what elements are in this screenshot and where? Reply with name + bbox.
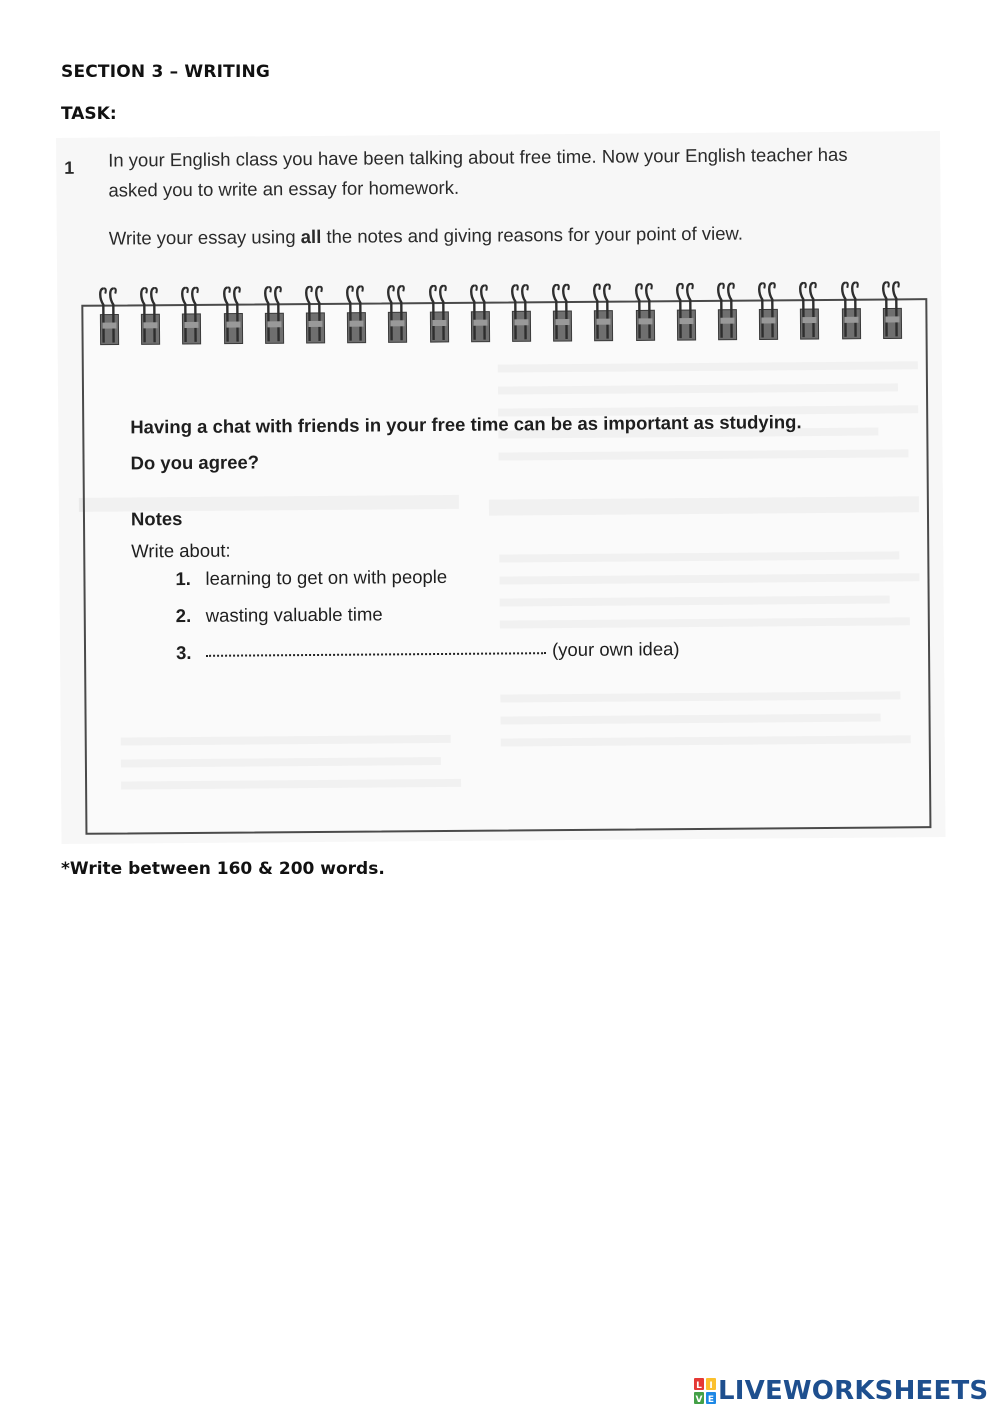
spiral-ring (344, 283, 369, 349)
instruction-before: Write your essay using (108, 226, 301, 249)
spiral-ring (386, 282, 411, 348)
brand-name: LIVEWORKSHEETS (718, 1376, 989, 1406)
note-number: 1. (175, 567, 191, 590)
word-count-footnote: *Write between 160 & 200 words. (61, 859, 385, 879)
question-text (108, 139, 928, 205)
spiral-ring (509, 281, 534, 347)
spiral-ring (262, 283, 287, 349)
note-number: 2. (175, 604, 192, 627)
spiral-binding (97, 278, 918, 354)
scanned-task-image (56, 131, 946, 844)
notes-heading: Notes (130, 508, 183, 530)
spiral-ring (756, 279, 781, 345)
note-text: wasting valuable time (205, 603, 383, 626)
spiral-ring (715, 280, 740, 346)
notebook-content (130, 410, 912, 679)
note-number: 3. (175, 641, 192, 664)
note-item-1 (175, 562, 911, 605)
note-text: learning to get on with people (205, 565, 448, 589)
note-item-3 (176, 636, 912, 679)
question-text-line-2: asked you to write an essay for homework. (108, 176, 460, 201)
section-title: SECTION 3 – WRITING (61, 62, 271, 82)
spiral-ring (592, 281, 617, 347)
spiral-ring (550, 281, 575, 347)
spiral-ring (633, 280, 658, 346)
question-number: 1 (64, 157, 75, 178)
own-idea-dotted-line (206, 652, 546, 657)
liveworksheets-brand (694, 1373, 988, 1409)
spiral-ring (138, 284, 163, 350)
spiral-ring (180, 284, 205, 350)
question-text-line-1: In your English class you have been talking about free time. Now your English teacher has (108, 143, 848, 171)
instruction-bold: all (300, 225, 322, 248)
spiral-ring (97, 284, 122, 350)
spiral-ring (798, 279, 823, 345)
spiral-ring (427, 282, 452, 348)
svg-text:L: L (696, 1381, 702, 1391)
instruction-after: the notes and giving reasons for your point of view. (321, 222, 744, 247)
note-item-2 (176, 599, 912, 642)
spiral-ring (839, 279, 864, 345)
spiral-ring (674, 280, 699, 346)
svg-text:V: V (695, 1395, 703, 1404)
svg-text:E: E (707, 1395, 715, 1404)
task-label: TASK: (61, 104, 117, 124)
spiral-ring (468, 282, 493, 348)
notebook-card (81, 298, 931, 835)
svg-text:I: I (709, 1381, 713, 1391)
liveworksheets-logo-icon (694, 1378, 716, 1404)
spiral-ring (880, 278, 905, 344)
essay-statement: Having a chat with friends in your free time can be as important as studying. (130, 411, 802, 438)
write-about-label: Write about: (131, 539, 231, 562)
spiral-ring (221, 284, 246, 350)
notes-list (175, 562, 912, 679)
essay-question: Do you agree? (130, 451, 260, 474)
note-text: (your own idea) (551, 638, 680, 661)
spiral-ring (303, 283, 328, 349)
